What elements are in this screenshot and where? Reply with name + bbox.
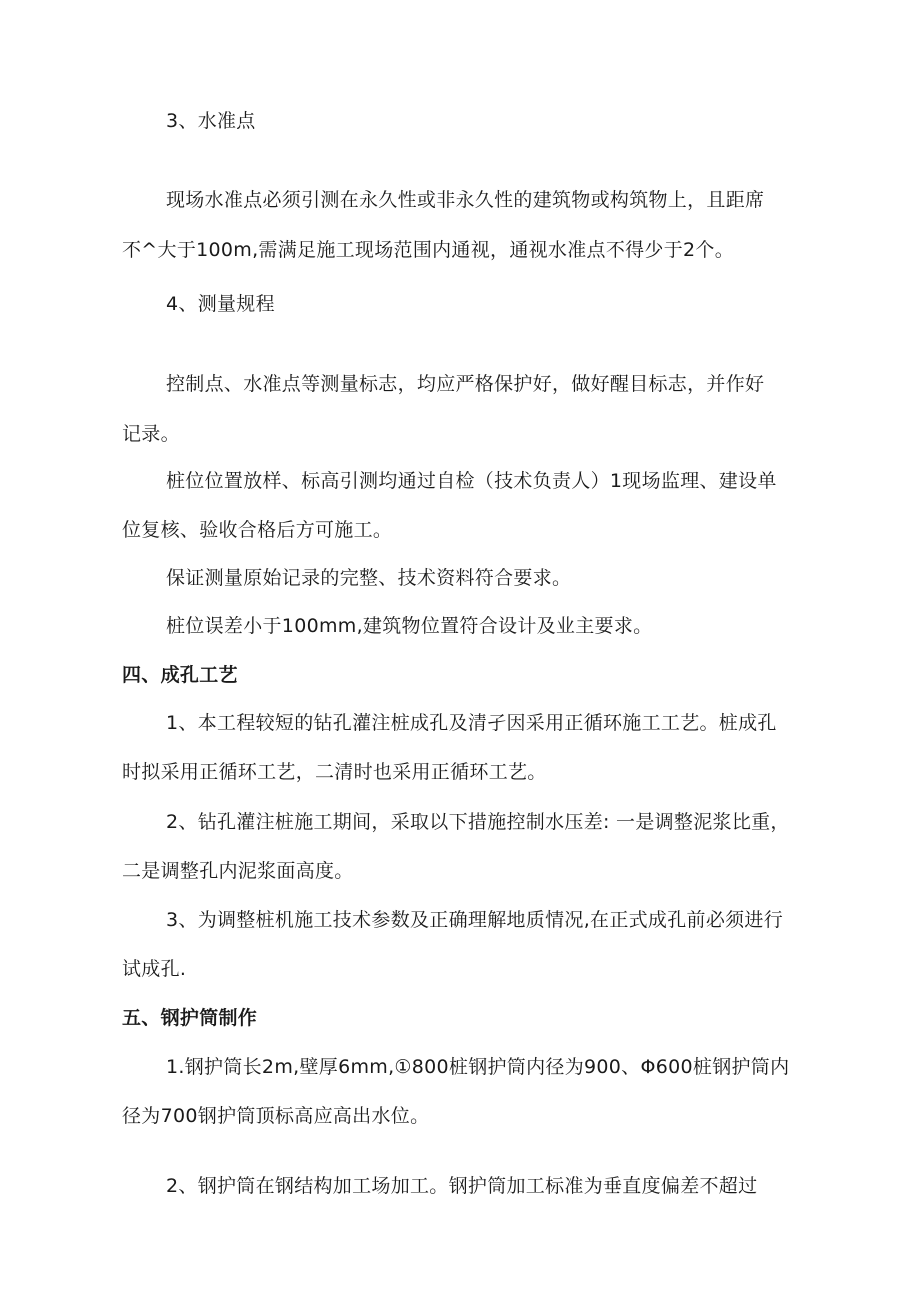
paragraph-line: 2、钻孔灌注桩施工期间，采取以下措施控制水压差: 一是调整泥浆比重， — [166, 811, 790, 833]
subheading-survey-rules: 4、测量规程 — [166, 293, 275, 315]
paragraph-line: 记录。 — [122, 423, 180, 445]
paragraph-line: 位复核、验收合格后方可施工。 — [122, 519, 393, 541]
subheading-benchmark: 3、水准点 — [166, 110, 256, 132]
paragraph-line: 控制点、水准点等测量标志，均应严格保护好，做好醒目标志，并作好 — [166, 373, 765, 395]
paragraph-line: 不^大于100m,需满足施工现场范围内通视，通视水准点不得少于2个。 — [122, 239, 735, 261]
paragraph-line: 3、为调整桩机施工技术参数及正确理解地质情况,在正式成孔前必须进行 — [166, 909, 784, 931]
paragraph-line: 现场水准点必须引测在永久性或非永久性的建筑物或构筑物上，且距席 — [166, 189, 765, 211]
paragraph-line: 时拟采用正循环工艺，二清时也采用正循环工艺。 — [122, 761, 547, 783]
section-heading-hole-forming: 四、成孔工艺 — [122, 664, 238, 686]
paragraph-line: 二是调整孔内泥浆面高度。 — [122, 860, 354, 882]
paragraph-line: 桩位位置放样、标高引测均通过自检（技术负责人）1现场监理、建设单 — [166, 470, 777, 492]
paragraph-line: 2、钢护筒在钢结构加工场加工。钢护筒加工标准为垂直度偏差不超过 — [166, 1175, 758, 1197]
paragraph-line: 试成孔. — [122, 958, 187, 980]
paragraph-line: 桩位误差小于100mm,建筑物位置符合设计及业主要求。 — [166, 615, 653, 637]
paragraph-line: 保证测量原始记录的完整、技术资料符合要求。 — [166, 567, 572, 589]
paragraph-line: 径为700钢护筒顶标高应高出水位。 — [122, 1105, 430, 1127]
paragraph-line: 1、本工程较短的钻孔灌注桩成孔及清孑因采用正循环施工工艺。桩成孔 — [166, 712, 777, 734]
paragraph-line: 1.钢护筒长2m,壁厚6mm,①800桩钢护筒内径为900、Φ600桩钢护筒内 — [166, 1056, 790, 1078]
section-heading-steel-casing: 五、钢护筒制作 — [122, 1007, 258, 1029]
